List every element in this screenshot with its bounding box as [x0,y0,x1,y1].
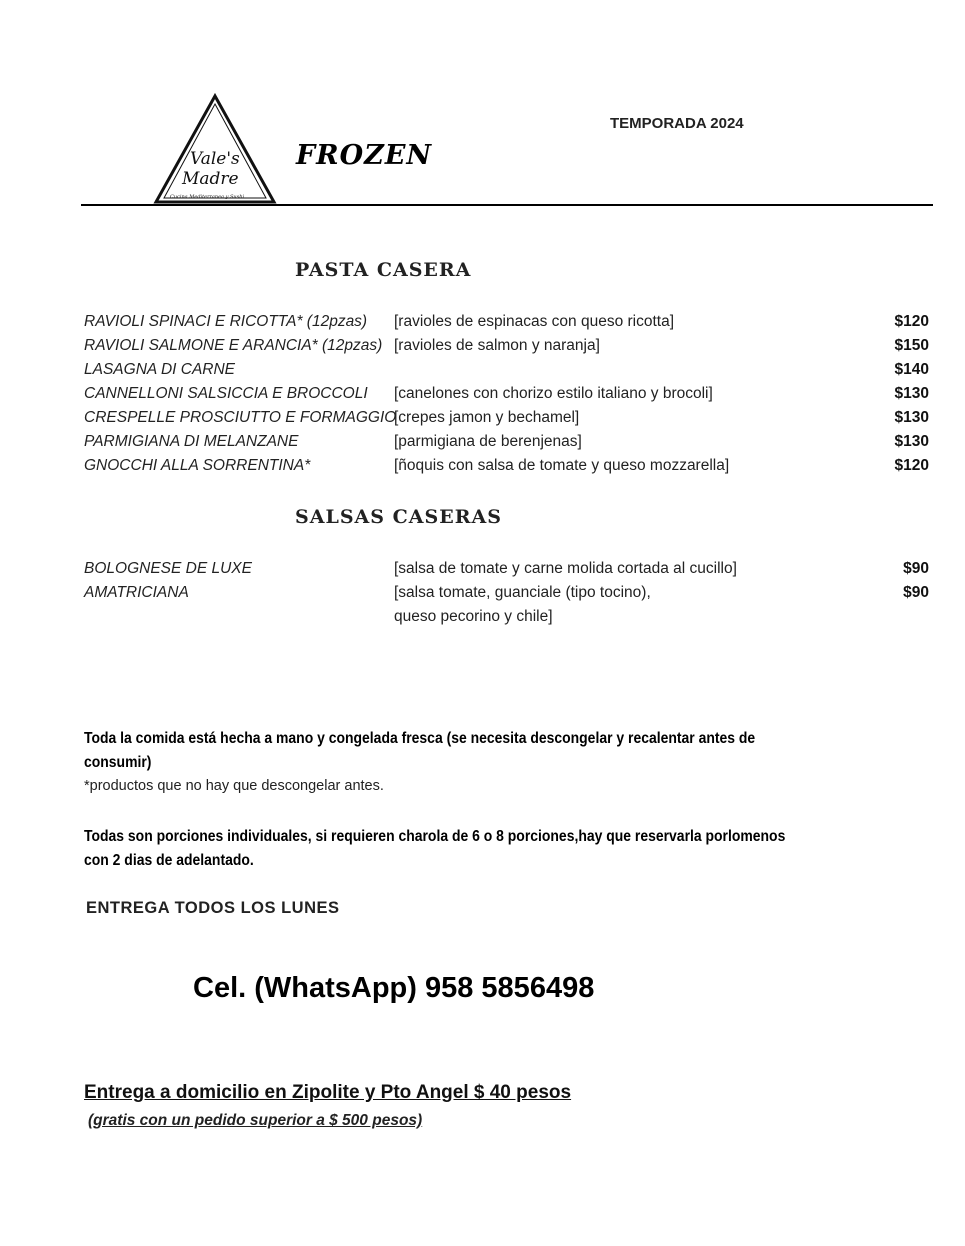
menu-item [0,310,965,334]
menu-item-price: $130 [894,433,929,450]
menu-item-name: GNOCCHI ALLA SORRENTINA* [84,457,311,474]
menu-item-name: LASAGNA DI CARNE [84,361,236,378]
menu-item-name: CRESPELLE PROSCIUTTO E FORMAGGIO [84,409,397,426]
menu-item-desc: [parmigiana de berenjenas] [394,433,582,450]
menu-item-price: $140 [894,361,929,378]
menu-item-desc: [ravioles de espinacas con queso ricotta] [394,313,675,330]
menu-item [0,454,965,478]
menu-item-desc-continued: queso pecorino y chile] [394,608,553,625]
menu-item [0,334,965,358]
triangle-logo-icon [152,92,278,206]
menu-item-price: $90 [903,560,929,577]
pasta-section-title: PASTA CASERA [295,259,472,281]
menu-item-name: BOLOGNESE DE LUXE [84,560,252,577]
salsas-section-title: SALSAS CASERAS [295,506,502,528]
menu-item-name: AMATRICIANA [84,584,189,601]
menu-item-name: RAVIOLI SPINACI E RICOTTA* (12pzas) [84,313,368,330]
menu-item-price: $130 [894,385,929,402]
menu-item [0,382,965,406]
logo-line1: Vale's [190,149,240,169]
home-delivery-info: Entrega a domicilio en Zipolite y Pto Angel $ 40 pesos [84,1082,572,1103]
menu-item [0,358,965,382]
page-title: FROZEN [296,140,433,171]
portions-note: Todas son porciones individuales, si requieren charola de 6 o 8 porciones,hay que reservarla porlomenos con 2 dias de adelantado. [84,828,786,869]
logo-line2: Madre [182,169,239,189]
menu-item-desc: [salsa de tomate y carne molida cortada al cucillo] [394,560,737,577]
menu-item-price: $120 [894,457,929,474]
menu-item-price: $150 [894,337,929,354]
menu-item-desc: [ñoquis con salsa de tomate y queso mozzarella] [394,457,730,474]
menu-item-name: CANNELLONI SALSICCIA E BROCCOLI [84,385,368,402]
menu-item-price: $130 [894,409,929,426]
delivery-days: ENTREGA TODOS LOS LUNES [86,899,340,917]
vales-madre-logo [152,92,278,206]
menu-item-name: PARMIGIANA DI MELANZANE [84,433,299,450]
header-divider [81,204,933,206]
menu-item-desc: [ravioles de salmon y naranja] [394,337,600,354]
season-label: TEMPORADA 2024 [610,115,744,132]
menu-item-name: RAVIOLI SALMONE E ARANCIA* (12pzas) [84,337,383,354]
menu-item-price: $90 [903,584,929,601]
menu-item-desc: [canelones con chorizo estilo italiano y brocoli] [394,385,713,402]
whatsapp-phone[interactable]: Cel. (WhatsApp) 958 5856498 [193,972,595,1004]
handmade-note: Toda la comida está hecha a mano y congelada fresca (se necesita descongelar y recalentar antes de consumir) [84,730,756,771]
home-delivery-note: (gratis con un pedido superior a $ 500 pesos) [88,1112,423,1129]
menu-item-desc: [crepes jamon y bechamel] [394,409,580,426]
menu-item [0,581,965,629]
menu-item [0,406,965,430]
menu-item-price: $120 [894,313,929,330]
no-thaw-note: *productos que no hay que descongelar antes. [84,778,384,794]
menu-item [0,430,965,454]
menu-item-desc: [salsa tomate, guanciale (tipo tocino), [394,584,651,601]
menu-item [0,557,965,581]
logo-tagline: Cucina Mediterranea y Sushi [170,194,245,200]
